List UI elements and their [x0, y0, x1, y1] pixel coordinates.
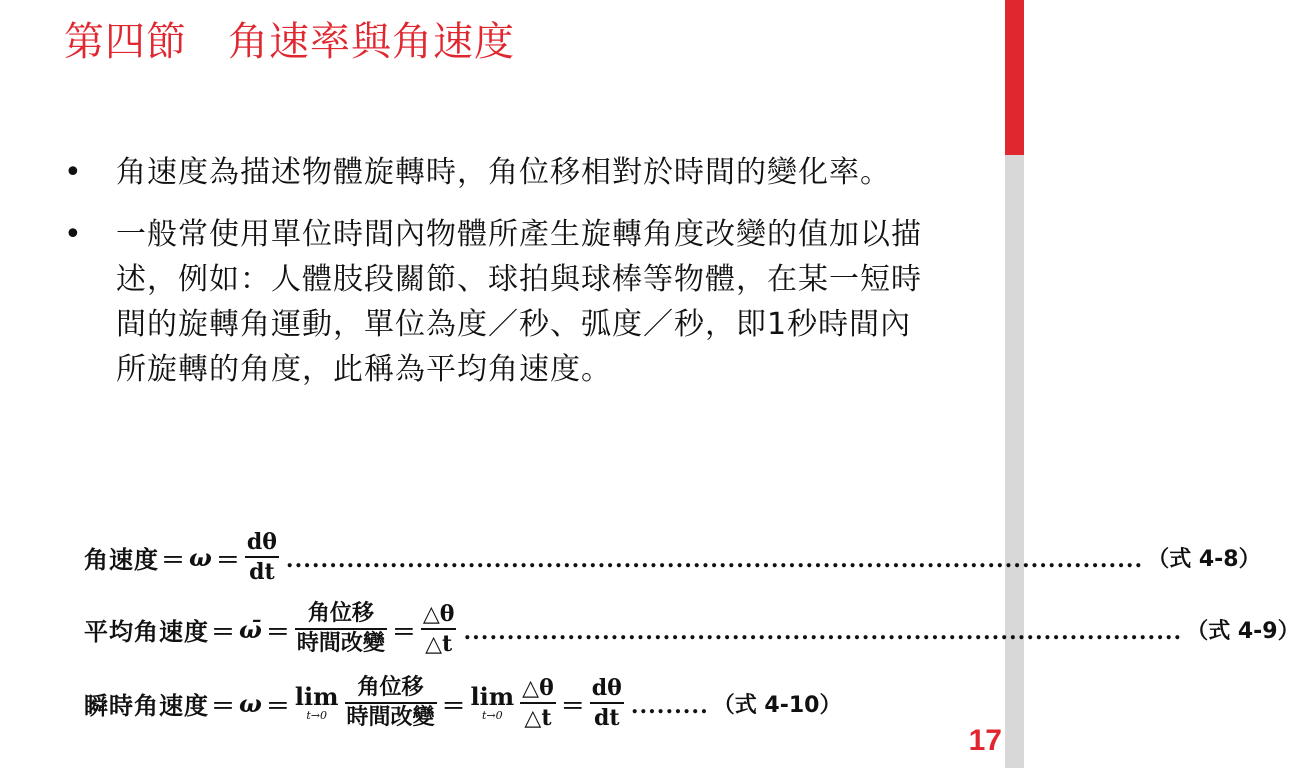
- equals-sign: ＝: [215, 544, 240, 574]
- bullet-marker: •: [64, 217, 82, 252]
- equals-sign: ＝: [161, 544, 185, 574]
- fraction-numerator: 角位移: [307, 601, 374, 626]
- limit-text: lim: [470, 682, 515, 711]
- omega-bar-symbol: ω̄: [239, 614, 262, 644]
- limit-subscript: t→0: [482, 709, 503, 722]
- equals-sign: ＝: [265, 690, 290, 720]
- bullet-text: 一般常使用單位時間內物體所產生旋轉角度改變的值加以描述，例如：人體肢段關節、球拍與球棒等物體，在某一短時間的旋轉角運動，單位為度／秒、弧度／秒，即1秒時間內所旋轉的角度，此稱為平均角速度。: [116, 217, 922, 387]
- fraction-numerator: dθ: [591, 675, 622, 701]
- fraction-denominator: △t: [425, 631, 453, 657]
- equals-sign: ＝: [391, 616, 416, 646]
- equation-4-9: [84, 598, 1300, 660]
- accent-bar: [1005, 0, 1024, 768]
- equals-sign: ＝: [560, 690, 585, 720]
- limit-text: lim: [294, 682, 339, 711]
- limit-operator: [471, 684, 515, 722]
- accent-bar-red: [1005, 0, 1024, 155]
- omega-symbol: ω: [239, 688, 262, 718]
- page-number: 17: [968, 724, 1002, 757]
- fraction-angular-displacement-over-time: [345, 674, 437, 732]
- limit-subscript: t→0: [306, 709, 327, 722]
- fraction-numerator: △θ: [522, 675, 554, 701]
- leader-dots: .........: [630, 693, 709, 719]
- fraction-delta-theta-delta-t: [520, 674, 556, 732]
- equation-label: 角速度: [84, 545, 159, 574]
- equation-number: （式 4-10）: [712, 692, 842, 718]
- leader-dots: ...................................................................................: [463, 619, 1183, 645]
- equation-label: 瞬時角速度: [84, 691, 209, 720]
- equals-sign: ＝: [265, 616, 290, 646]
- fraction-denominator: 時間改變: [346, 705, 435, 730]
- fraction-delta-theta-delta-t: [421, 600, 457, 658]
- omega-symbol: ω: [189, 542, 212, 572]
- bullet-marker: •: [64, 155, 82, 190]
- equation-4-8: [84, 526, 1261, 588]
- equals-sign: ＝: [211, 616, 235, 646]
- equation-4-10: [84, 672, 954, 734]
- bullet-item: [64, 212, 924, 392]
- fraction-numerator: △θ: [422, 601, 455, 627]
- fraction-numerator: 角位移: [357, 675, 424, 700]
- equals-sign: ＝: [441, 690, 466, 720]
- fraction-denominator: △t: [524, 705, 552, 731]
- equals-sign: ＝: [211, 690, 235, 720]
- fraction-denominator: dt: [594, 705, 620, 731]
- bullet-item: [64, 150, 924, 195]
- fraction-denominator: dt: [249, 559, 275, 585]
- limit-operator: [295, 684, 339, 722]
- fraction-angular-displacement-over-time: [295, 600, 387, 658]
- fraction-denominator: 時間改變: [296, 631, 385, 656]
- bullet-text: 角速度為描述物體旋轉時，角位移相對於時間的變化率。: [116, 155, 891, 190]
- leader-dots: ...................................................................................................: [285, 547, 1144, 573]
- fraction-numerator: dθ: [246, 529, 277, 555]
- slide-title: 第四節 角速率與角速度: [64, 19, 515, 65]
- bullet-list: [64, 150, 924, 409]
- fraction-d-theta-dt: [245, 528, 279, 586]
- equation-number: （式 4-9）: [1186, 618, 1300, 644]
- equation-label: 平均角速度: [84, 617, 209, 646]
- equation-number: （式 4-8）: [1147, 546, 1261, 572]
- fraction-d-theta-dt: [590, 674, 624, 732]
